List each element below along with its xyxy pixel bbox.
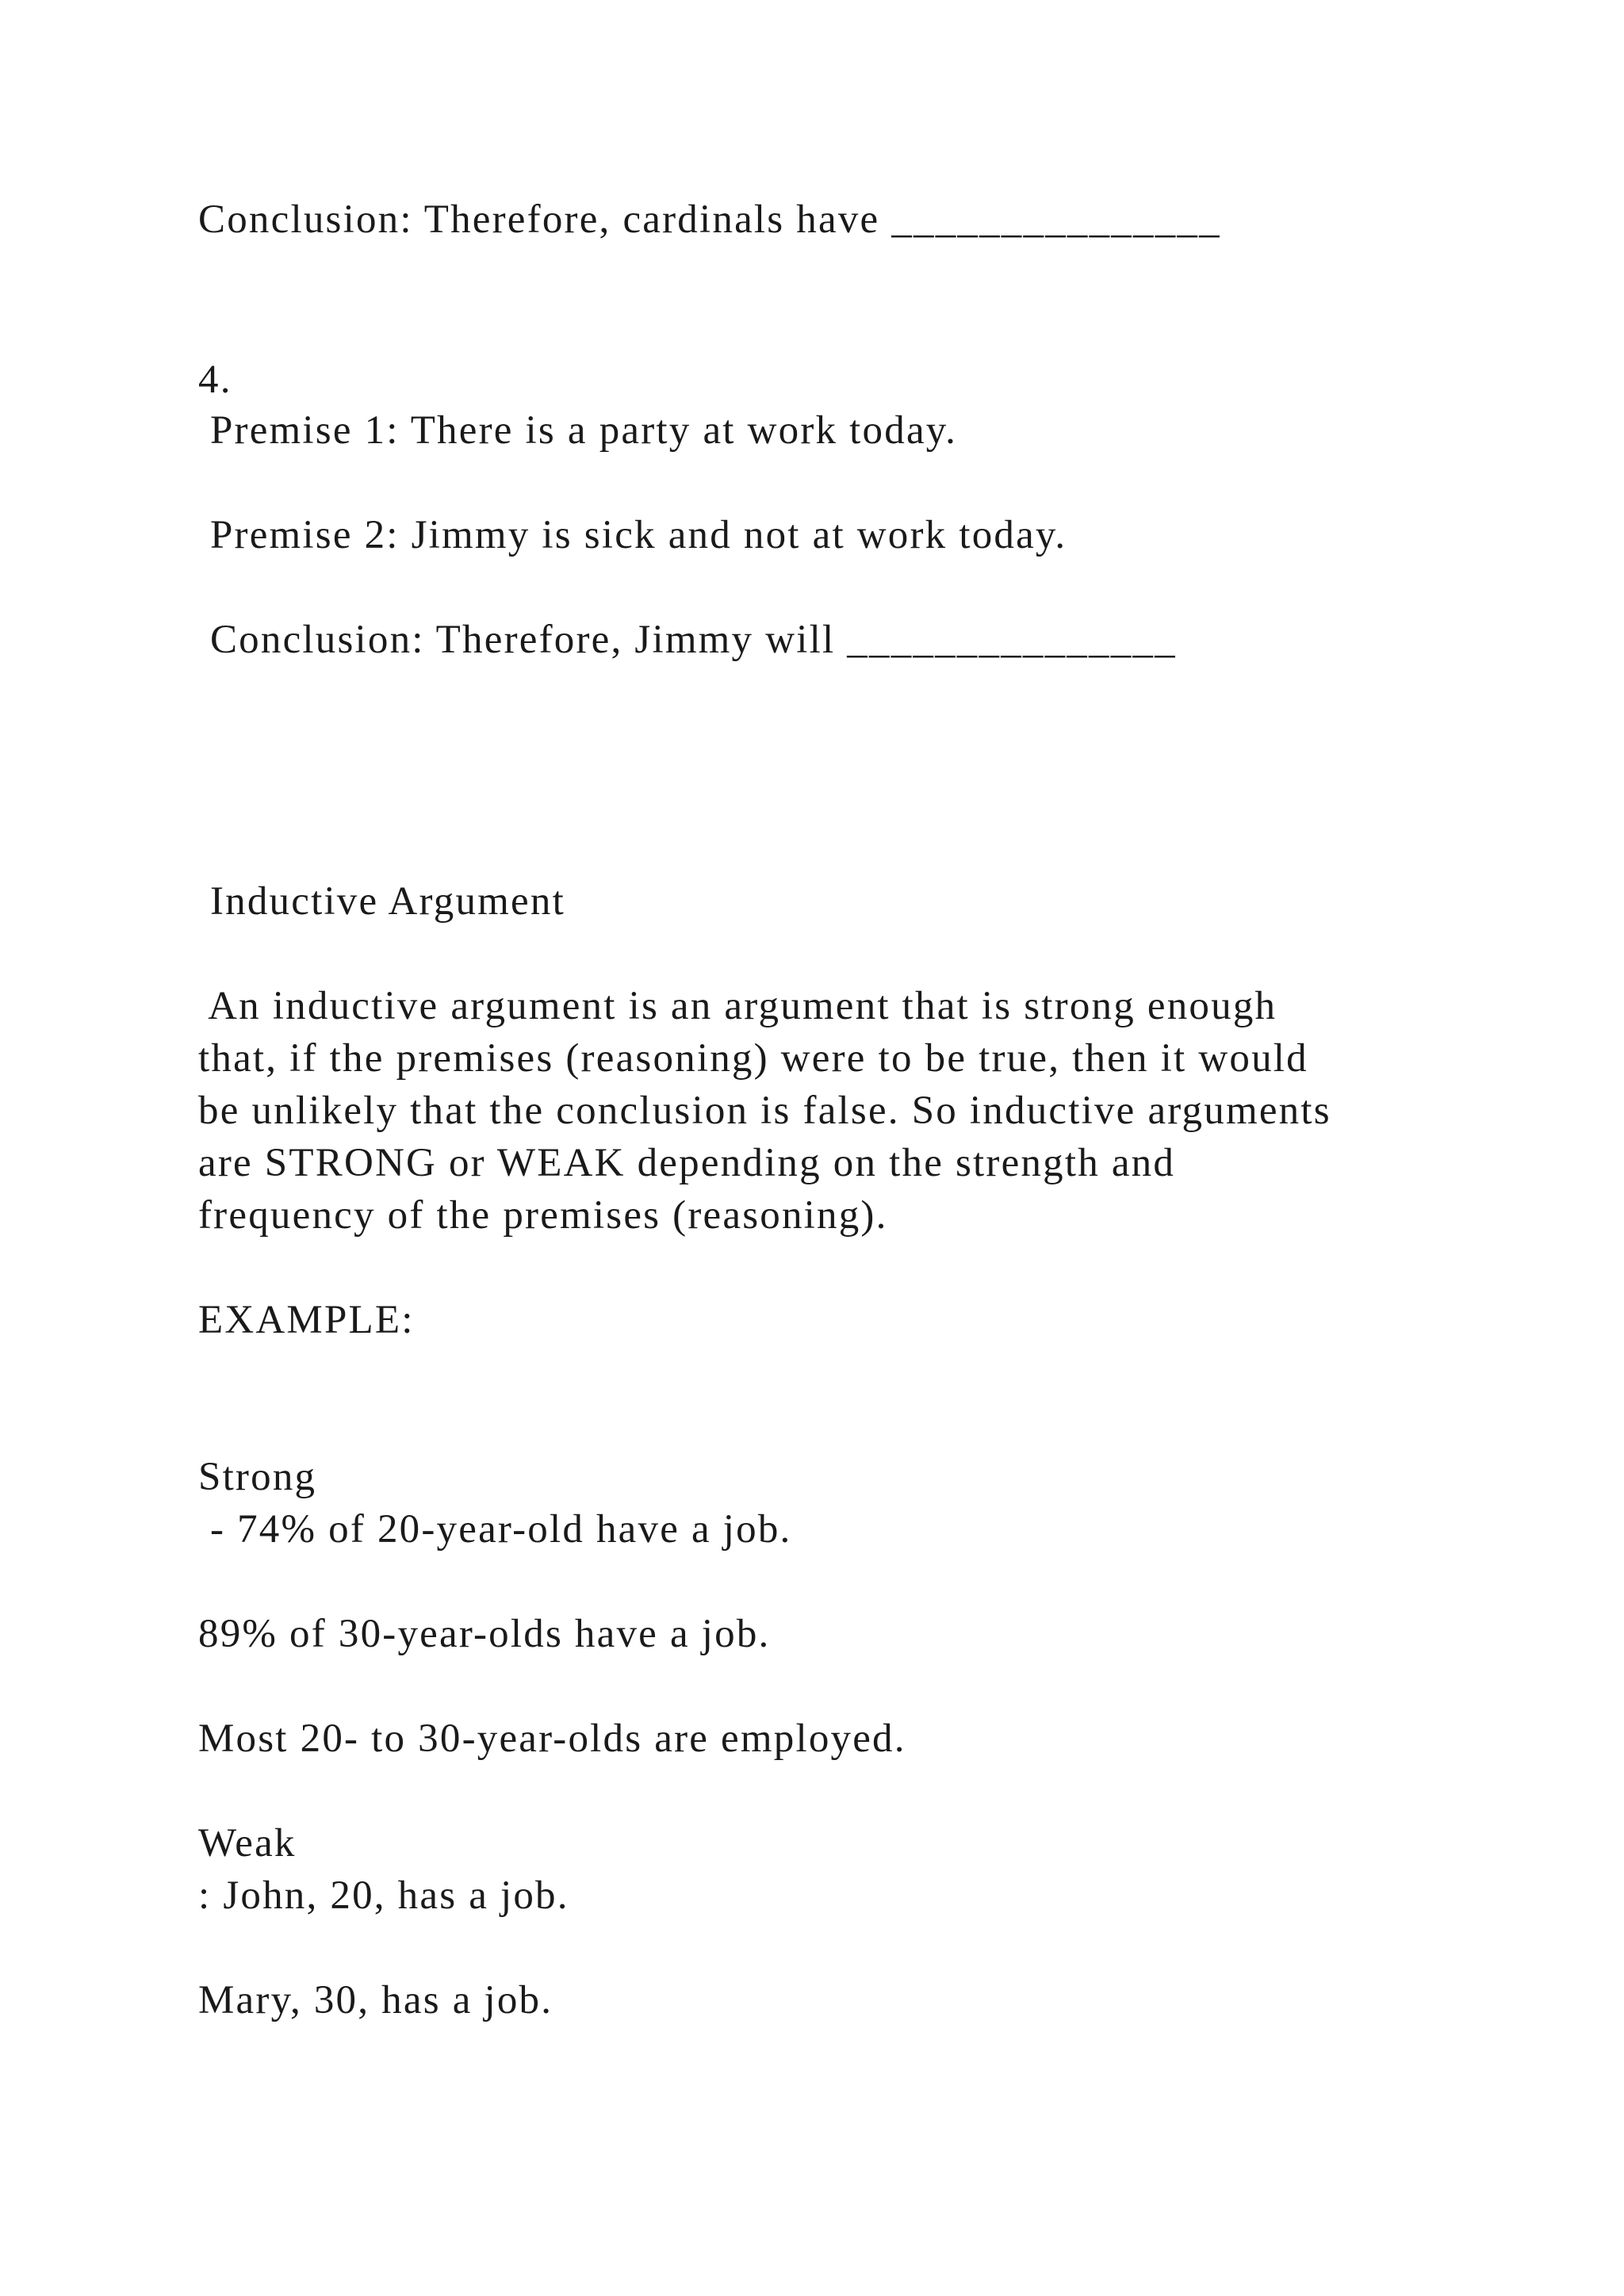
strong-example-line: - 74% of 20-year-old have a job. (198, 1507, 792, 1552)
q4-number: 4. (198, 358, 232, 402)
inductive-paragraph-line: are STRONG or WEAK depending on the strength and (198, 1141, 1176, 1185)
q4-premise-2: Premise 2: Jimmy is sick and not at work today. (198, 513, 1067, 557)
inductive-paragraph-line: be unlikely that the conclusion is false. So inductive arguments (198, 1089, 1331, 1133)
weak-example-line: : John, 20, has a job. (198, 1873, 569, 1918)
q4-premise-1: Premise 1: There is a party at work today. (198, 408, 958, 453)
example-label: EXAMPLE: (198, 1298, 415, 1342)
weak-example-line: Mary, 30, has a job. (198, 1978, 553, 2022)
inductive-paragraph-line: frequency of the premises (reasoning). (198, 1193, 888, 1238)
q3-conclusion: Conclusion: Therefore, cardinals have _______________ (198, 197, 1221, 242)
strong-example-line: Most 20- to 30-year-olds are employed. (198, 1716, 906, 1761)
strong-example-line: 89% of 30-year-olds have a job. (198, 1612, 771, 1656)
strong-label: Strong (198, 1455, 317, 1499)
inductive-paragraph-line: An inductive argument is an argument that is strong enough (198, 984, 1277, 1028)
weak-label: Weak (198, 1821, 297, 1866)
q4-conclusion: Conclusion: Therefore, Jimmy will _______________ (198, 618, 1177, 662)
inductive-heading: Inductive Argument (198, 879, 565, 924)
inductive-paragraph-line: that, if the premises (reasoning) were to be true, then it would (198, 1036, 1308, 1081)
